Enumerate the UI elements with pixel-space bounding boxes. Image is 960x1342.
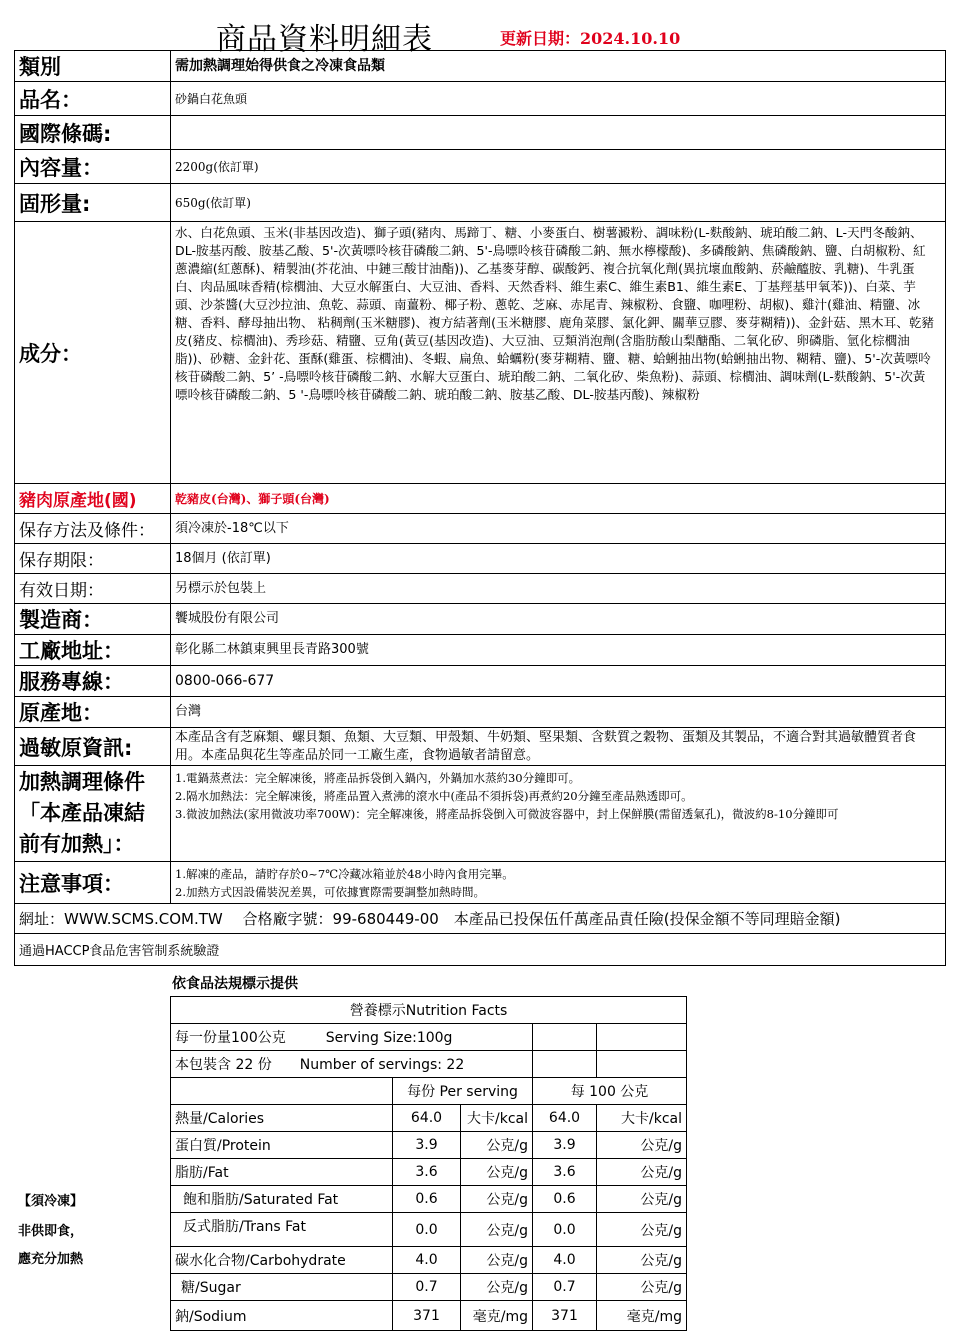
nutrient-unit-100g: 公克/g — [597, 1159, 687, 1186]
origin-value: 台灣 — [171, 697, 946, 728]
servings-row — [171, 1051, 687, 1078]
name-label: 品名： — [15, 82, 171, 116]
storage-value: 須冷凍於-18℃以下 — [171, 514, 946, 544]
side-note-not-ready: 非供即食， — [18, 1224, 84, 1239]
shelf-life-value: 18個月 (依訂單) — [171, 544, 946, 574]
nutrient-row — [171, 1105, 687, 1132]
serving-size-empty-2 — [597, 1024, 687, 1051]
nutrient-row — [171, 1159, 687, 1186]
nutrient-value-serving: 0.7 — [393, 1274, 461, 1301]
row-notes — [15, 862, 946, 904]
nutrient-unit-100g: 公克/g — [597, 1213, 687, 1247]
heating-value — [171, 766, 946, 862]
nutrient-unit-serving: 大卡/kcal — [461, 1105, 533, 1132]
servings-cn: 本包裝含 22 份 — [175, 1057, 272, 1073]
note-2: 2.加熱方式因設備裝況差異，可依據實際需要調整加熱時間。 — [175, 884, 485, 899]
nutrient-row — [171, 1213, 687, 1247]
nutrient-name: 飽和脂肪/Saturated Fat — [171, 1186, 393, 1213]
nutrient-value-100g: 0.7 — [533, 1274, 597, 1301]
notes-label: 注意事項： — [15, 862, 171, 904]
row-allergen — [15, 728, 946, 766]
row-origin — [15, 697, 946, 728]
serving-size — [171, 1024, 533, 1051]
heating-label — [15, 766, 171, 862]
volume-label: 內容量： — [15, 150, 171, 184]
hotline-label: 服務專線： — [15, 666, 171, 697]
serving-size-en: Serving Size:100g — [325, 1030, 453, 1046]
row-footer-website — [15, 904, 946, 934]
nutrient-unit-100g: 公克/g — [597, 1186, 687, 1213]
update-date: 更新日期：2024.10.10 — [500, 29, 681, 48]
col-per-serving: 每份 Per serving — [393, 1078, 533, 1105]
nutrient-unit-serving: 毫克/mg — [461, 1301, 533, 1331]
serving-size-row — [171, 1024, 687, 1051]
servings-en: Number of servings: 22 — [299, 1057, 465, 1073]
footer-haccp-line: 通過HACCP食品危害管制系統驗證 — [15, 934, 946, 966]
ingredients-label: 成分： — [15, 222, 171, 484]
heating-label-line2: 「本產品凍結 — [19, 801, 145, 825]
nutrient-row — [171, 1186, 687, 1213]
nutrition-title: 營養標示Nutrition Facts — [171, 997, 687, 1024]
footer-website-line: 網址：WWW.SCMS.COM.TW 合格廠字號：99-680449-00 本產品已投保伍仟萬產品責任險(投保金額不等同理賠金額) — [15, 904, 946, 934]
nutrient-name: 糖/Sugar — [171, 1274, 393, 1301]
nutrient-unit-serving: 公克/g — [461, 1132, 533, 1159]
solid-label: 固形量: — [15, 184, 171, 222]
solid-value: 650g(依訂單) — [171, 184, 946, 222]
row-hotline — [15, 666, 946, 697]
maker-value: 饗城股份有限公司 — [171, 604, 946, 635]
nutrient-value-serving: 371 — [393, 1301, 461, 1331]
nutrient-name: 反式脂肪/Trans Fat — [171, 1213, 393, 1247]
nutrient-unit-100g: 公克/g — [597, 1132, 687, 1159]
nutrient-value-100g: 0.6 — [533, 1186, 597, 1213]
nutrient-row — [171, 1247, 687, 1274]
servings — [171, 1051, 533, 1078]
nutrition-table — [170, 996, 687, 1331]
pork-origin-label: 豬肉原產地(國) — [15, 484, 171, 514]
nutrient-unit-100g: 公克/g — [597, 1247, 687, 1274]
heating-label-line1: 加熱調理條件 — [19, 770, 145, 794]
nutrient-value-100g: 4.0 — [533, 1247, 597, 1274]
row-ingredients — [15, 222, 946, 484]
pork-origin-value: 乾豬皮(台灣)、獅子頭(台灣) — [171, 484, 946, 514]
barcode-label: 國際條碼: — [15, 116, 171, 150]
allergen-label: 過敏原資訊: — [15, 728, 171, 766]
row-category — [15, 51, 946, 82]
serving-size-cn: 每一份量100公克 — [175, 1030, 286, 1046]
nutrient-value-serving: 3.9 — [393, 1132, 461, 1159]
nutrient-name: 熱量/Calories — [171, 1105, 393, 1132]
category-value: 需加熱調理始得供食之冷凍食品類 — [171, 51, 946, 82]
nutrient-unit-serving: 公克/g — [461, 1247, 533, 1274]
note-1: 1.解凍的產品，請貯存於0~7℃冷藏冰箱並於48小時內食用完畢。 — [175, 866, 514, 881]
address-label: 工廠地址： — [15, 635, 171, 666]
nutrient-value-serving: 4.0 — [393, 1247, 461, 1274]
nutrient-value-serving: 0.6 — [393, 1186, 461, 1213]
nutrient-value-serving: 64.0 — [393, 1105, 461, 1132]
side-note-heat: 應充分加熱 — [18, 1252, 84, 1267]
barcode-value — [171, 116, 946, 150]
nutrition-header-empty — [171, 1078, 393, 1105]
row-address — [15, 635, 946, 666]
nutrient-unit-serving: 公克/g — [461, 1213, 533, 1247]
nutrition-provided-note: 依食品法規標示提供 — [172, 976, 298, 992]
row-footer-haccp — [15, 934, 946, 966]
nutrient-value-serving: 3.6 — [393, 1159, 461, 1186]
nutrient-name: 碳水化合物/Carbohydrate — [171, 1247, 393, 1274]
heating-label-line3: 前有加熱」： — [19, 832, 135, 856]
nutrient-unit-serving: 公克/g — [461, 1274, 533, 1301]
servings-empty-2 — [597, 1051, 687, 1078]
nutrient-value-100g: 64.0 — [533, 1105, 597, 1132]
row-shelf-life — [15, 544, 946, 574]
heating-step-2: 2.隔水加熱法：完全解凍後，將產品置入煮沸的滾水中(產品不須拆袋)再煮約20分鐘至產品熟透即可。 — [175, 789, 693, 803]
row-expiry — [15, 574, 946, 604]
shelf-life-label: 保存期限： — [15, 544, 171, 574]
category-label: 類別 — [15, 51, 171, 82]
nutrition-header-row — [171, 1078, 687, 1105]
nutrient-unit-100g: 大卡/kcal — [597, 1105, 687, 1132]
nutrient-name: 蛋白質/Protein — [171, 1132, 393, 1159]
volume-value: 2200g(依訂單) — [171, 150, 946, 184]
nutrient-value-100g: 0.0 — [533, 1213, 597, 1247]
row-solid — [15, 184, 946, 222]
notes-value — [171, 862, 946, 904]
nutrient-value-100g: 371 — [533, 1301, 597, 1331]
heating-step-1: 1.電鍋蒸煮法：完全解凍後，將產品拆袋倒入鍋內，外鍋加水蒸約30分鐘即可。 — [175, 771, 581, 785]
nutrient-row — [171, 1301, 687, 1331]
nutrient-row — [171, 1132, 687, 1159]
row-storage — [15, 514, 946, 544]
servings-empty-1 — [533, 1051, 597, 1078]
nutrient-name: 鈉/Sodium — [171, 1301, 393, 1331]
name-value: 砂鍋白花魚頭 — [171, 82, 946, 116]
allergen-value: 本產品含有芝麻類、螺貝類、魚類、大豆類、甲殼類、牛奶類、堅果類、含麩質之穀物、蛋類及其製品，不適合對其過敏體質者食用。本產品與花生等產品於同一工廠生產，食物過敏者請留意。 — [171, 728, 946, 766]
nutrient-row — [171, 1274, 687, 1301]
row-name — [15, 82, 946, 116]
row-volume — [15, 150, 946, 184]
nutrient-value-serving: 0.0 — [393, 1213, 461, 1247]
nutrient-unit-100g: 公克/g — [597, 1274, 687, 1301]
nutrient-name: 脂肪/Fat — [171, 1159, 393, 1186]
maker-label: 製造商： — [15, 604, 171, 635]
nutrient-unit-100g: 毫克/mg — [597, 1301, 687, 1331]
hotline-value: 0800-066-677 — [171, 666, 946, 697]
origin-label: 原產地： — [15, 697, 171, 728]
nutrient-unit-serving: 公克/g — [461, 1159, 533, 1186]
row-heating — [15, 766, 946, 862]
spec-table — [14, 50, 946, 966]
nutrient-value-100g: 3.6 — [533, 1159, 597, 1186]
side-note-frozen: 【須冷凍】 — [18, 1194, 84, 1209]
expiry-value: 另標示於包裝上 — [171, 574, 946, 604]
serving-size-empty-1 — [533, 1024, 597, 1051]
storage-label: 保存方法及條件： — [15, 514, 171, 544]
col-per-100g: 每 100 公克 — [533, 1078, 687, 1105]
ingredients-value: 水、白花魚頭、玉米(非基因改造)、獅子頭(豬肉、馬蹄丁、糖、小麥蛋白、樹薯澱粉、調味粉(L-麩酸鈉、琥珀酸二鈉、L-天門冬酸鈉、DL-胺基丙酸、胺基乙酸、5'-次黃嘌呤核苷磷酸二鈉、5'-鳥嘌呤核苷磷酸二鈉、無水檸檬酸)、多磷酸鈉、焦磷酸鈉、鹽、白胡椒粉、紅蔥濃縮(紅蔥酥)、精製油(芥花油、中鏈三酸甘油酯))、乙基麥芽醇、碳酸鈣、複合抗氧化劑(異抗壞血酸鈉、菸鹼醯胺、乳糖)、牛乳蛋白、肉品風味香精(棕櫚油、大豆水解蛋白、大豆油、香料、天然香料、維生素C、維生素B1、維生素E、丁基羥基甲氧苯))、白菜、芋頭、沙茶醬(大豆沙拉油、魚乾、蒜頭、南薑粉、椰子粉、蔥乾、芝麻、赤尾青、辣椒粉、食鹽、咖哩粉、胡椒)、雞汁(雞油、精鹽、冰糖、香料、酵母抽出物、 粘稠劑(玉米糖膠)、複方結著劑(玉米糖膠、鹿角菜膠、氯化鉀、關華豆膠、麥芽糊精))、金針菇、黑木耳、乾豬皮(豬皮、棕櫚油)、秀珍菇、精鹽、豆角(黃豆(基因改造)、大豆油、豆類消泡劑(含脂肪酸山梨醣酯、二氧化矽、卵磷脂、氫化棕櫚油脂))、砂糖、金針花、蛋酥(雞蛋、棕櫚油)、冬蝦、扁魚、蛤蠣粉(麥芽糊精、鹽、糖、蛤蜊抽出物(蛤蜊抽出物、糊精、鹽)、5'-次黃嘌呤核苷磷酸二鈉、5’ -鳥嘌呤核苷磷酸二鈉、水解大豆蛋白、琥珀酸二鈉、二氧化矽、柴魚粉)、蒜頭、棕櫚油、調味劑(L-麩酸鈉、5'-次黃嘌呤核苷磷酸二鈉、5 '-鳥嘌呤核苷磷酸二鈉、琥珀酸二鈉、胺基乙酸、DL-胺基丙酸)、辣椒粉 — [171, 222, 946, 484]
row-barcode — [15, 116, 946, 150]
nutrient-value-100g: 3.9 — [533, 1132, 597, 1159]
expiry-label: 有效日期： — [15, 574, 171, 604]
heating-step-3: 3.微波加熱法(家用微波功率700W)：完全解凍後，將產品拆袋倒入可微波容器中，封上保鮮膜(需留透氣孔)，微波約8-10分鐘即可 — [175, 807, 839, 821]
row-maker — [15, 604, 946, 635]
nutrition-title-row — [171, 997, 687, 1024]
nutrient-unit-serving: 公克/g — [461, 1186, 533, 1213]
document-title: 商品資料明細表 — [216, 22, 433, 57]
address-value: 彰化縣二林鎮東興里長青路300號 — [171, 635, 946, 666]
row-pork-origin — [15, 484, 946, 514]
